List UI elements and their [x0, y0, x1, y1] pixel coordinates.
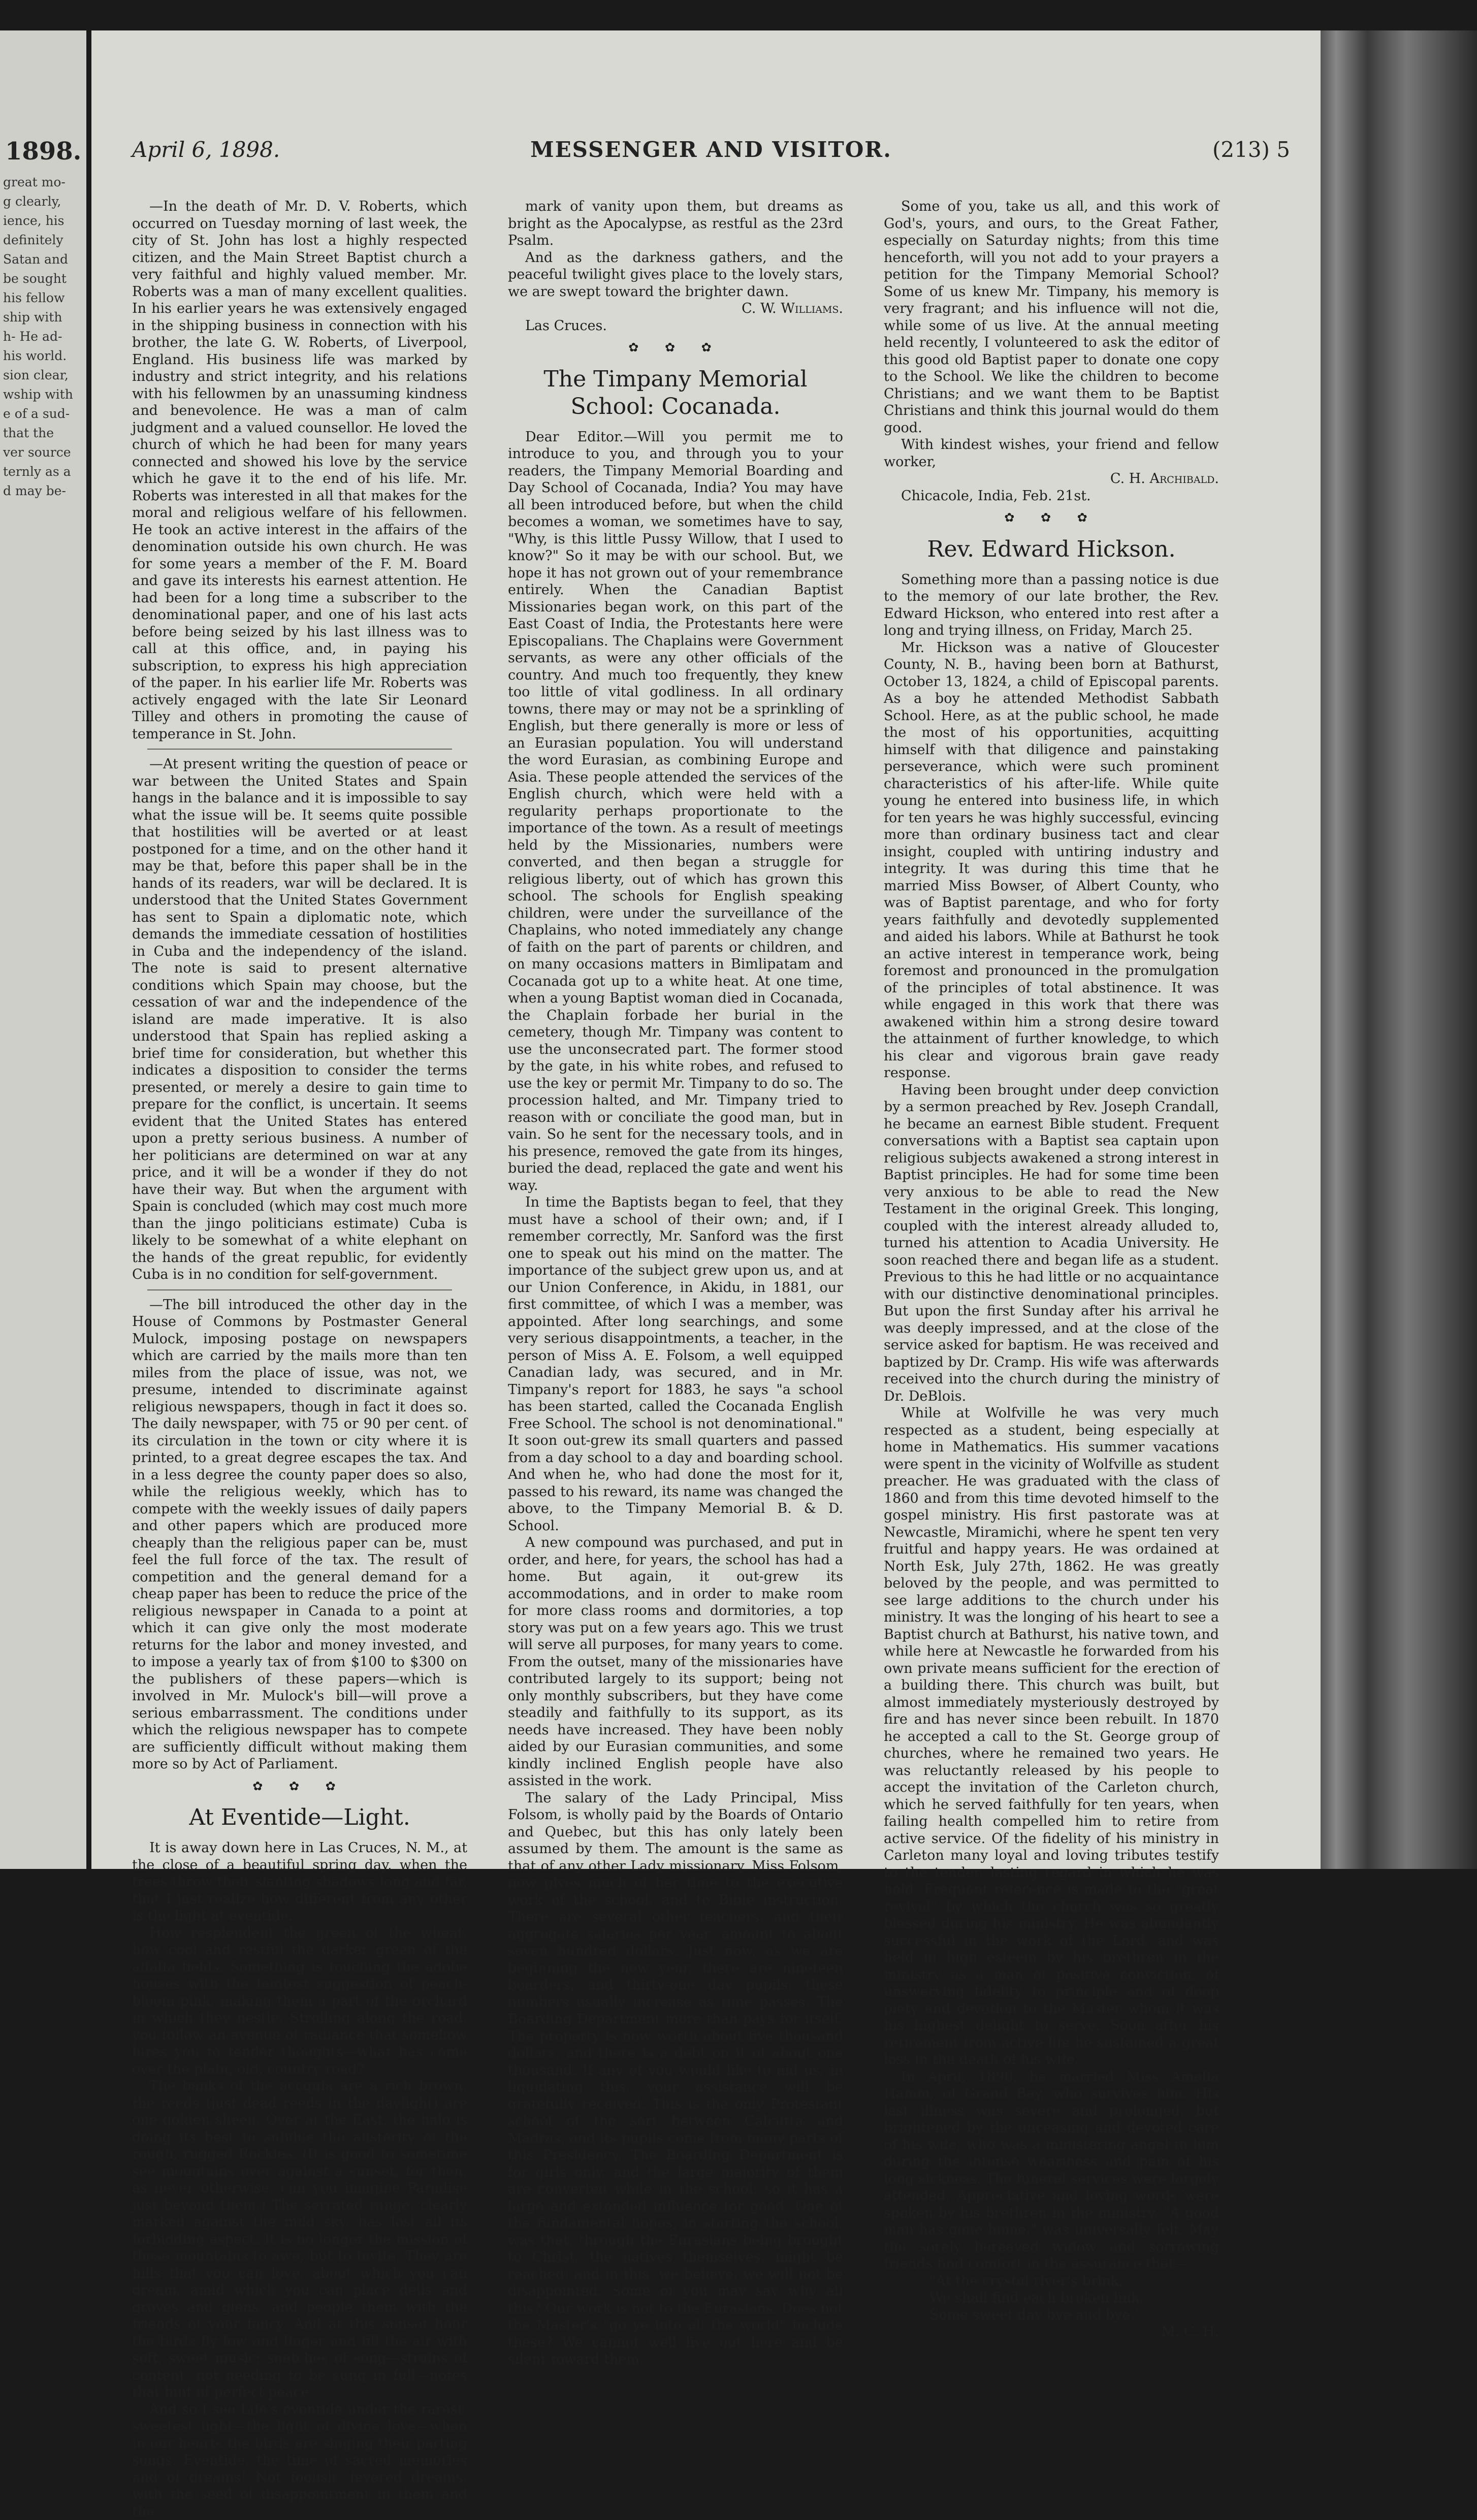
- adjacent-page-fragment: e of a sud-: [3, 404, 70, 424]
- article-paragraph: And as the darkness gathers, and the peaceful twilight gives place to the lovely stars, we are swept toward the brighter dawn.: [508, 249, 843, 301]
- adjacent-page-fragment: ternly as a: [3, 462, 71, 481]
- poem-line: "At the crystal river's brink,: [929, 2273, 1219, 2290]
- article-paragraph: In April, 1890, he married Miss Amelia Hamm, of Grand Bay, who survives him. His last illness was severe and prolonged, but brightened by the unceasing and devoted care of his wife, who was a ministering angel to him during the intense weariness and pain of his long sickness. The funeral services were largely attended. Appreciative and loving words were spoken by his brethren in the ministry. "A good man has gone home," was universally felt. May the sorely bereaved widow and sorrowing friends find comfort in the assurance that—: [884, 2069, 1219, 2273]
- author-signature: C. W. Williams.: [508, 300, 843, 317]
- article-paragraph: Having been brought under deep conviction by a sermon preached by Rev. Joseph Crandall, he became an earnest Bible student. Frequent conversations with a Baptist sea captain upon religious subjects awakened a strong interest in Baptist principles. He had for some time been very anxious to be able to read the New Testament in the original Greek. This longing, coupled with the interest already alluded to, turned his attention to Acadia University. He soon reached there and began life as a student. Previous to this he had little or no acquaintance with our distinctive denominational principles. But upon the first Sunday after his arrival he was deeply impressed, and at the close of the service asked for baptism. He was received and baptized by Dr. Cramp. His wife was afterwards received into the church during the ministry of Dr. DeBlois.: [884, 1082, 1219, 1405]
- article-paragraph: In time the Baptists began to feel, that they must have a school of their own; and, if I remember correctly, Mr. Sanford was the first one to speak out his mind on the matter. The importance of the subject grew upon us, and at our Union Conference, in Akidu, in 1881, our first committee, of which I was a member, was appointed. After long searchings, and some very serious disappointments, a teacher, in the person of Miss A. E. Folsom, a well equipped Canadian lady, was secured, and in Mr. Timpany's report for 1883, he says "a school has been started, called the Cocanada English Free School. The school is not denominational." It soon out-grew its small quarters and passed from a day school to a day and boarding school. And when he, who had done the most for it, passed to his reward, its name was changed the above, to the Timpany Memorial B. & D. School.: [508, 1194, 843, 1534]
- poem-line: Some sweet day bye and bye.": [929, 2307, 1219, 2324]
- author-signature: M. C. H.: [884, 2323, 1219, 2341]
- divider: [147, 749, 452, 750]
- adjacent-page-strip: [0, 30, 86, 1869]
- article-title: Rev. Edward Hickson.: [884, 536, 1219, 563]
- section-ornament: ✿ ✿ ✿: [884, 509, 1219, 527]
- adjacent-page-fragment: ship with: [3, 308, 62, 327]
- editorial-note: —At present writing the question of peace or war between the United States and Spain hangs in the balance and it is impossible to say what the issue will be. It seems quite possible that hostilities will be averted or at least postponed for a time, and on the other hand it may be that, before this paper shall be in the hands of its readers, war will be declared. It is understood that the United States Government has sent to Spain a diplomatic note, which demands the immediate cessation of hostilities in Cuba and the independency of the island. The note is said to present alternative conditions which Spain may choose, but the cessation of war and the independence of the island are made imperative. It is also understood that Spain has replied asking a brief time for consideration, but whether this indicates a disposition to consider the terms presented, or merely a desire to gain time to prepare for the conflict, is uncertain. It seems evident that the United States has entered upon a pretty serious business. A number of her politicians are determined on war at any price, and it will be a wonder if they do not have their way. But when the argument with Spain is concluded (which may cost much more than the jingo politicians estimate) Cuba is likely to be somewhat of a white elephant on the hands of the great republic, for evidently Cuba is in no condition for self-government.: [132, 756, 467, 1283]
- adjacent-page-fragment: his fellow: [3, 288, 65, 308]
- adjacent-page-fragment: h- He ad-: [3, 327, 62, 346]
- article-paragraph: The salary of the Lady Principal, Miss Folsom, is wholly paid by the Boards of Ontario and Quebec, but this has only lately been assumed by them. The amount is the same as that of any other Lady missionary. Miss Folsom, now gives much of her time to the executive work of the school, and to Bible instruction. There are several other teachers, and their aggregate salaries per year, amount to about seven hundred dollars. Just now, as we are beginning the new year, there are nineteen boarders, and thirty-one day pupils; these numbers usually increase as time passes. The Boarding Department more than pays for itself. The property is now worth about five thousand dollars, and there is a debt on it of about one thousand. If any of you would like to aid us, in liquidating this, your assistance will be gratefully received. This is the only Protestant school of the sort between Calcutta and Madras, and its pupils come from many parts of this Presidency. The Boarding Department is for girls only, and the large majority of them are converted while in the school; so it has a large and extended influence for good. One of the fundamental hopes, in starting the school, was that, through the Eurasians being brought to Christ, the natives themselves, might be reached; and in this, we believe, we will not be disappointed. Some of you may say why all this? Our work is not to the Eurasians. Does not the Master's "go ye into all the world" include these? We cannot well live out here and be silent toward them.: [508, 1790, 843, 2368]
- article-paragraph: Dear Editor.—Will you permit me to introduce to you, and through you to your readers, the Timpany Memorial Boarding and Day School of Cocanada, India? You may have all been introduced before, but when the child becomes a woman, we sometimes have to say, "Why, is this little Pussy Willow, that I used to know?" So it may be with our school. But, we hope it has not grown out of your remembrance entirely. When the Canadian Baptist Missionaries began work, on this part of the East Coast of India, the Protestants here were Episcopalians. The Chaplains were Government servants, as were any other officials of the country. And much too frequently, they knew too little of vital godliness. In all ordinary towns, there may or may not be a sprinkling of English, but there generally is more or less of an Eurasian population. You will understand the word Eurasian, as combining Europe and Asia. These people attended the services of the English church, which were held with a regularity perhaps proportionate to the importance of the town. As a result of meetings held by the Missionaries, numbers were converted, and then began a struggle for religious liberty, out of which has grown this school. The schools for English speaking children, were under the surveillance of the Chaplains, who noted immediately any change of faith on the part of parents or children, and on many occasions matters in Bimlipatam and Cocanada got up to a white heat. At one time, when a young Baptist woman died in Cocanada, the Chaplain forbade her burial in the cemetery, though Mr. Timpany was content to use the unconsecrated part. The former stood by the gate, in his white robes, and refused to use the key or permit Mr. Timpany to do so. The procession halted, and Mr. Timpany tried to reason with or conciliate the good man, but in vain. So he sent for the necessary tools, and in his presence, removed the gate from its hinges, buried the dead, replaced the gate and went his way.: [508, 429, 843, 1194]
- adjacent-page-fragment: be sought: [3, 269, 67, 288]
- editorial-notes: [132, 198, 467, 1773]
- article-title: The Timpany Memorial School: Cocanada.: [508, 366, 843, 421]
- column-3: [884, 198, 1219, 1823]
- article-paragraph: While at Wolfville he was very much respected as a student, being especially at home in Mathematics. His summer vacations were spent in the vicinity of Wolfville as student preacher. He was graduated with the class of 1860 and from this time devoted himself to the gospel ministry. His first pastorate was at Newcastle, Miramichi, where he spent ten very fruitful and happy years. He was ordained at North Esk, July 27th, 1862. He was greatly beloved by the people, and was permitted to see large additions to the church under his ministry. It was the longing of his heart to see a Baptist church at Bathurst, his native town, and while here at Newcastle he forwarded from his own private means sufficient for the erection of a building there. This church was built, but almost immediately mysteriously destroyed by fire and has never since been rebuilt. In 1870 he accepted a call to the St. George group of churches, where he remained two years. He was reluctantly released by his people to accept the invitation of the Carleton church, which he served faithfully for ten years, when failing health compelled him to retire from active service. Of the fidelity of his ministry in Carleton many loyal and loving tributes testify to the tender, lasting regard in which he was held. Frequent reference is made to the "great revival" by which the church was so greatly blessed during his ministry. He was abundantly successful in the work of the Lord, and was held in high esteem by his brethren in the ministry as a man of positive conviction, of unswerving fidelity to principle and of deep piety and devotion to the Master whom it was his highest delight to serve. Soon after his retirement from active life he sustained a great loss in the death of his wife.: [884, 1405, 1219, 2069]
- page-header: [132, 137, 1290, 173]
- adjacent-page-fragment: great mo-: [3, 173, 66, 192]
- article-paragraph: Some of you, take us all, and this work of God's, yours, and ours, to the Great Father, especially on Saturday nights; from this time henceforth, will you not add to your prayers a petition for the Timpany Memorial School? Some of us knew Mr. Timpany, his memory is very fragrant; and his influence will not die, while some of us live. At the annual meeting held recently, I volunteered to ask the editor of this good old Baptist paper to donate one copy to the School. We like the children to become Christians; and we want them to be Baptist Christians and think this journal would do them good.: [884, 198, 1219, 436]
- column-2: [508, 198, 843, 1823]
- article-paragraph: With kindest wishes, your friend and fellow worker,: [884, 436, 1219, 470]
- section-ornament: ✿ ✿ ✿: [132, 1778, 467, 1795]
- newspaper-page: [91, 30, 1321, 1869]
- adjacent-page-fragment: Satan and: [3, 250, 68, 269]
- adjacent-page-year: 1898.: [5, 137, 81, 166]
- article-paragraph: Mr. Hickson was a native of Gloucester County, N. B., having been born at Bathurst, October 13, 1824, a child of Episcopal parents. As a boy he attended Methodist Sabbath School. Here, as at the public school, he made the most of his opportunities, acquitting himself with that diligence and painstaking perseverance, which were such prominent characteristics of his after-life. While quite young he entered into business life, in which for ten years he was highly successful, evincing more than ordinary business tact and clear insight, coupled with untiring industry and integrity. It was during this time that he married Miss Bowser, of Albert County, who was of Baptist parentage, and who for forty years faithfully and devotedly supplemented and aided his labors. While at Bathurst he took an active interest in temperance work, being foremost and pronounced in the promulgation of the principles of total abstinence. It was while engaged in this work that there was awakened within him a strong desire toward the attainment of further knowledge, to which his clear and vigorous brain gave ready response.: [884, 639, 1219, 1082]
- adjacent-page-fragment: ience, his: [3, 211, 65, 231]
- adjacent-page-fragment: g clearly,: [3, 192, 61, 211]
- adjacent-page-fragment: wship with: [3, 385, 73, 404]
- adjacent-page-fragment: that the: [3, 424, 54, 443]
- poem-line: We shall find each broken link,: [929, 2289, 1219, 2307]
- section-ornament: ✿ ✿ ✿: [508, 339, 843, 357]
- publication-title: MESSENGER AND VISITOR.: [132, 137, 1290, 162]
- poem: [884, 2273, 1219, 2324]
- adjacent-page-fragment: d may be-: [3, 481, 66, 501]
- article-paragraph: mark of vanity upon them, but dreams as bright as the Apocalypse, as restful as the 23rd Psalm.: [508, 198, 843, 249]
- author-signature: C. H. Archibald.: [884, 470, 1219, 488]
- divider: [147, 1289, 452, 1290]
- adjacent-page-fragment: his world.: [3, 346, 67, 366]
- article-paragraph: The banks of the accquia are a rich brown, the reeds (just dead reeds in the daylight) are one golden sheen. Over at the East, the halo is doing its best to subdue the austerity of the rough, rugged Rockies. (It is good to sometime see mountains over against a sunset, for then, as never otherwise, can you imagine Paradise just beyond them.) The serrated range, clearly marked against the mild sky, has lost all its forbidding aspect. It is no longer the mission of these mountains to awe, but to invite. They are hills that you can love, about which you can dream, amid which you can place dells and groves and glens, and people them with the friends of your fancy. And at this sunset hour the birds fly low and linger and fill the air with soft, sweet music; snatches of song—strains of content, not needing to be sung in full—notes that hint of perfect peace.: [132, 2078, 467, 2401]
- adjacent-page-fragment: sion clear,: [3, 366, 69, 385]
- article-paragraph: Something more than a passing notice is due to the memory of our late brother, the Rev. Edward Hickson, who entered into rest after a long and trying illness, on Friday, March 25.: [884, 571, 1219, 639]
- editorial-note: —In the death of Mr. D. V. Roberts, which occurred on Tuesday morning of last week, the city of St. John has lost a highly respected citizen, and the Main Street Baptist church a very faithful and highly valued member. Mr. Roberts was a man of many excellent qualities. In his earlier years he was extensively engaged in the shipping business in connection with his brother, the late G. W. Roberts, of Liverpool, England. His business life was marked by industry and strict integrity, and his relations with his fellowmen by an unassuming kindness and benevolence. He was a man of calm judgment and a valued counsellor. He loved the church of which he had been for many years connected and showed his love by the service which he gave it to the end of his life. Mr. Roberts was interested in all that makes for the moral and religious welfare of his fellowmen. He took an active interest in the affairs of the denomination outside his own church. He was for some years a member of the F. M. Board and gave its interests his earnest attention. He had been for a long time a subscriber to the denominational paper, and one of his last acts before being seized by his last illness was to call at this office, and, in paying his subscription, to express his high appreciation of the paper. In his earlier life Mr. Roberts was actively engaged with the late Sir Leonard Tilley and others in promoting the cause of temperance in St. John.: [132, 198, 467, 742]
- page-number: (213) 5: [1212, 137, 1290, 162]
- issue-date: April 6, 1898.: [132, 137, 280, 162]
- adjacent-page-fragment: definitely: [3, 231, 63, 250]
- editorial-note: —The bill introduced the other day in the House of Commons by Postmaster General Mulock, imposing postage on newspapers which are carried by the mails more than ten miles from the place of issue, was not, we presume, intended to discriminate against religious newspapers, though in fact it does so. The daily newspaper, with 75 or 90 per cent. of its circulation in the town or city where it is printed, to a great degree escapes the tax. And in a less degree the county paper does so also, while the religious weekly, which has to compete with the weekly issues of daily papers and other papers which are produced more cheaply than the religious paper can be, must feel the full force of the tax. The result of competition and the general demand for a cheap paper has been to reduce the price of the religious newspaper in Canada to a point at which it can give only the most moderate returns for the labor and money invested, and to impose a yearly tax of from $100 to $300 on the publishers of these papers—which is involved in Mr. Mulock's bill—will prove a serious embarrassment. The conditions under which the religious newspaper has to compete are sufficiently difficult without making them more so by Act of Parliament.: [132, 1297, 467, 1773]
- book-edge: [1321, 30, 1477, 1869]
- adjacent-page-fragment: ver source: [3, 443, 71, 462]
- article-title: At Eventide—Light.: [132, 1804, 467, 1831]
- column-1: [132, 198, 467, 1823]
- article-paragraph: It is away down here in Las Cruces, N. M., at the close of a beautiful spring day, when the trees throw their slanting shadows long and far, that I just realize how different from any other is the light at eventide.: [132, 1839, 467, 1925]
- article-paragraph: And so I see Life's eventide under the rarest, sweetest light—the light of divine love—when in our hearts the birds are singing their parting songs. Eventide, the time of sacred memories and of dreams! Not foolish, fevered dreams, with the seed of disappointment in them and the: [132, 2401, 467, 2520]
- dateline: Chicacole, India, Feb. 21st.: [884, 488, 1219, 505]
- dateline: Las Cruces.: [508, 317, 843, 335]
- article-paragraph: How resplendent the green of the wheat, how cool and restful the darker green of the alfalfa fields. Something is touching the adobe houses with the faintest suggestion of peach-bloom pink, making them a part of the orchard in which they nestle. Strolling along the road, you follow an avenue of radiance that somehow lures you to tender thoughts—what has come over the plain, old, country road?: [132, 1925, 467, 2078]
- article-paragraph: A new compound was purchased, and put in order, and here, for years, the school has had a home. But again, it out-grew its accommodations, and in order to make room for more class rooms and dormitories, a top story was put on a few years ago. This we trust will serve all purposes, for many years to come. From the outset, many of the missionaries have contributed largely to its support; being not only monthly subscribers, but they have come steadily and faithfully to its support, as its needs have increased. They have been nobly aided by our Eurasian communities, and some kindly inclined English people have also assisted in the work.: [508, 1534, 843, 1790]
